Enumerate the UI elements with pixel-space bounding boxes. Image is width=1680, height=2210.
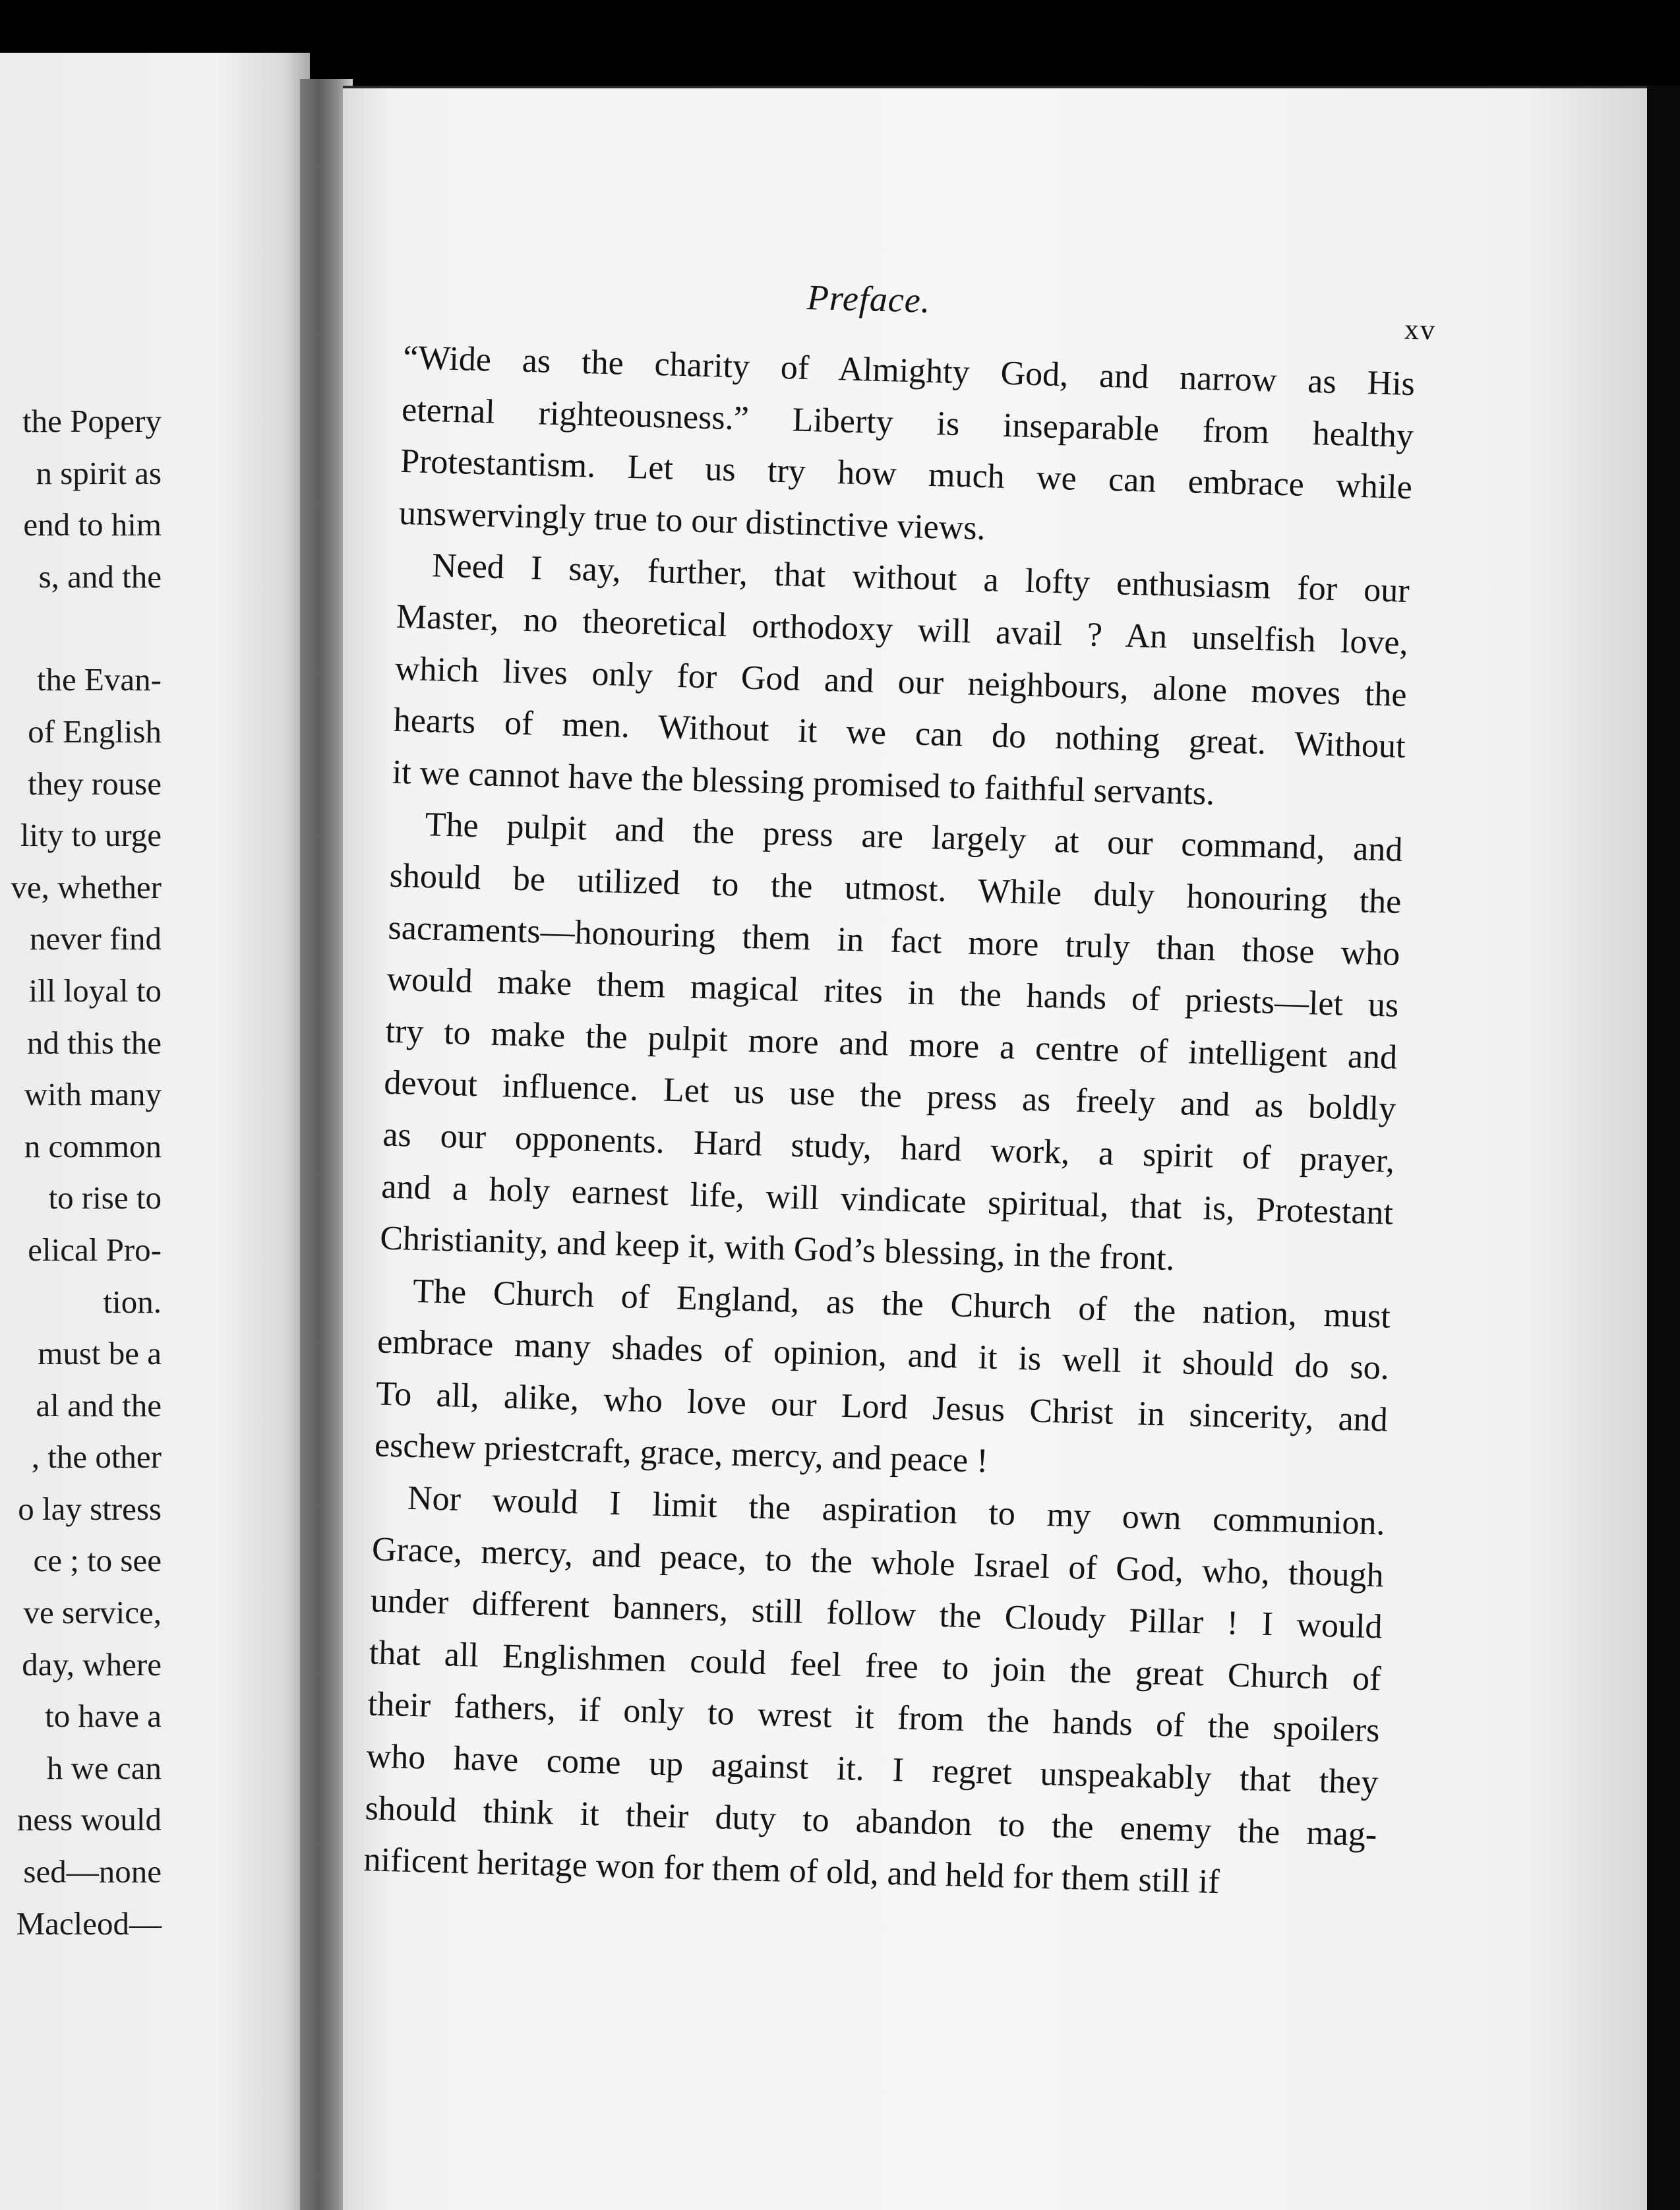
text-line: hearts of men. Without it we can do nothing great. Without (393, 701, 1406, 766)
left-page-line: Macleod— (16, 1905, 162, 1942)
text-line: as our opponents. Hard study, hard work, a spirit of prayer, (382, 1116, 1395, 1180)
left-page-line: elical Pro- (28, 1231, 162, 1268)
left-page-line: to have a (45, 1698, 162, 1735)
left-page-line: of English (28, 713, 162, 750)
left-page-line: with many (24, 1076, 162, 1113)
text-line: would make them magical rites in the hands of priests—let us (386, 960, 1399, 1025)
running-title: Preface. (806, 277, 932, 320)
left-page-line: ve service, (23, 1594, 162, 1631)
left-page-line: to rise to (48, 1180, 162, 1216)
left-page-line: the Evan- (36, 661, 162, 698)
text-line: The pulpit and the press are largely at our command, and (425, 806, 1404, 870)
left-page-line: they rouse (28, 765, 162, 802)
left-page-line: end to him (23, 506, 162, 543)
left-page-line: the Popery (22, 403, 162, 439)
left-page-line: ness would (16, 1801, 162, 1838)
right-page (343, 86, 1655, 2210)
left-page-line: ce ; to see (33, 1542, 162, 1579)
text-line: eschew priestcraft, grace, mercy, and peace ! (374, 1426, 989, 1481)
text-line: Christianity, and keep it, with God’s blessing, in the front. (379, 1219, 1176, 1278)
left-page-line: nd this the (26, 1024, 162, 1061)
paragraph (374, 1265, 1391, 1498)
text-line: unswervingly true to our distinctive views. (398, 494, 986, 547)
text-line: and a holy earnest life, will vindicate spiritual, that is, Protestant (380, 1168, 1394, 1232)
text-line: Protestantism. Let us try how much we can embrace while (400, 442, 1413, 507)
text-line: should think it their duty to abandon to the enemy the mag- (365, 1789, 1377, 1853)
left-page-line: must be a (38, 1335, 162, 1372)
page-number: xv (1404, 313, 1437, 346)
paragraph (363, 1472, 1386, 1913)
text-line: devout influence. Let us use the press as freely and as boldly (383, 1063, 1396, 1129)
text-line: it we cannot have the blessing promised to faithful servants. (392, 753, 1215, 813)
text-line: Need I say, further, that without a lofty enthusiasm for our (431, 547, 1410, 611)
left-page (0, 53, 310, 2210)
text-line: Nor would I limit the aspiration to my own communion. (407, 1479, 1386, 1543)
text-line: The Church of England, as the Church of the nation, must (412, 1272, 1391, 1336)
left-page-line: , the other (31, 1439, 162, 1476)
text-line: nificent heritage won for them of old, and held for them still if (363, 1841, 1220, 1901)
text-line: that all Englishmen could feel free to join the great Church of (369, 1634, 1382, 1698)
text-line: who have come up against it. I regret unspeakably that they (366, 1737, 1379, 1802)
body-text (363, 332, 1416, 1913)
paragraph (392, 539, 1410, 825)
left-page-line: sed—none (23, 1853, 162, 1890)
text-line: should be utilized to the utmost. While duly honouring the (389, 856, 1402, 921)
left-page-text (0, 396, 162, 1950)
left-page-line: lity to urge (20, 817, 162, 854)
text-line: sacraments—honouring them in fact more truly than those who (387, 909, 1400, 973)
text-line: To all, alike, who love our Lord Jesus Christ in sincerity, and (375, 1375, 1389, 1439)
left-page-line: h we can (46, 1749, 162, 1786)
paragraph (379, 798, 1403, 1291)
left-page-line: n spirit as (36, 454, 162, 491)
left-page-line: day, where (22, 1646, 162, 1683)
left-page-line: n common (24, 1127, 162, 1164)
text-line: which lives only for God and our neighbours, alone moves the (394, 649, 1408, 714)
right-page-text-block (363, 266, 1437, 1913)
left-page-line: o lay stress (18, 1490, 162, 1527)
left-page-blank-line (0, 603, 162, 654)
text-line: try to make the pulpit more and more a centre of intelligent and (384, 1012, 1398, 1077)
text-line: their fathers, if only to wrest it from the hands of the spoilers (367, 1685, 1381, 1750)
text-line: “Wide as the charity of Almighty God, and narrow as His (402, 338, 1416, 403)
text-line: eternal righteousness.” Liberty is inseparable from healthy (401, 390, 1414, 455)
text-line: Grace, mercy, and peace, to the whole Israel of God, who, though (371, 1530, 1385, 1595)
left-page-line: al and the (36, 1387, 162, 1423)
text-line: embrace many shades of opinion, and it is well it should do so. (376, 1323, 1390, 1387)
paragraph (398, 332, 1416, 566)
left-page-line: ill loyal to (28, 972, 162, 1009)
left-page-line: ve, whether (11, 868, 162, 905)
left-page-line: never find (30, 920, 162, 957)
left-page-line: tion. (103, 1283, 162, 1320)
left-page-line: s, and the (38, 558, 162, 595)
text-line: under different banners, still follow the Cloudy Pillar ! I would (370, 1582, 1383, 1646)
page-edge-shadow (1647, 86, 1680, 2210)
text-line: Master, no theoretical orthodoxy will avail ? An unselfish love, (396, 597, 1409, 662)
